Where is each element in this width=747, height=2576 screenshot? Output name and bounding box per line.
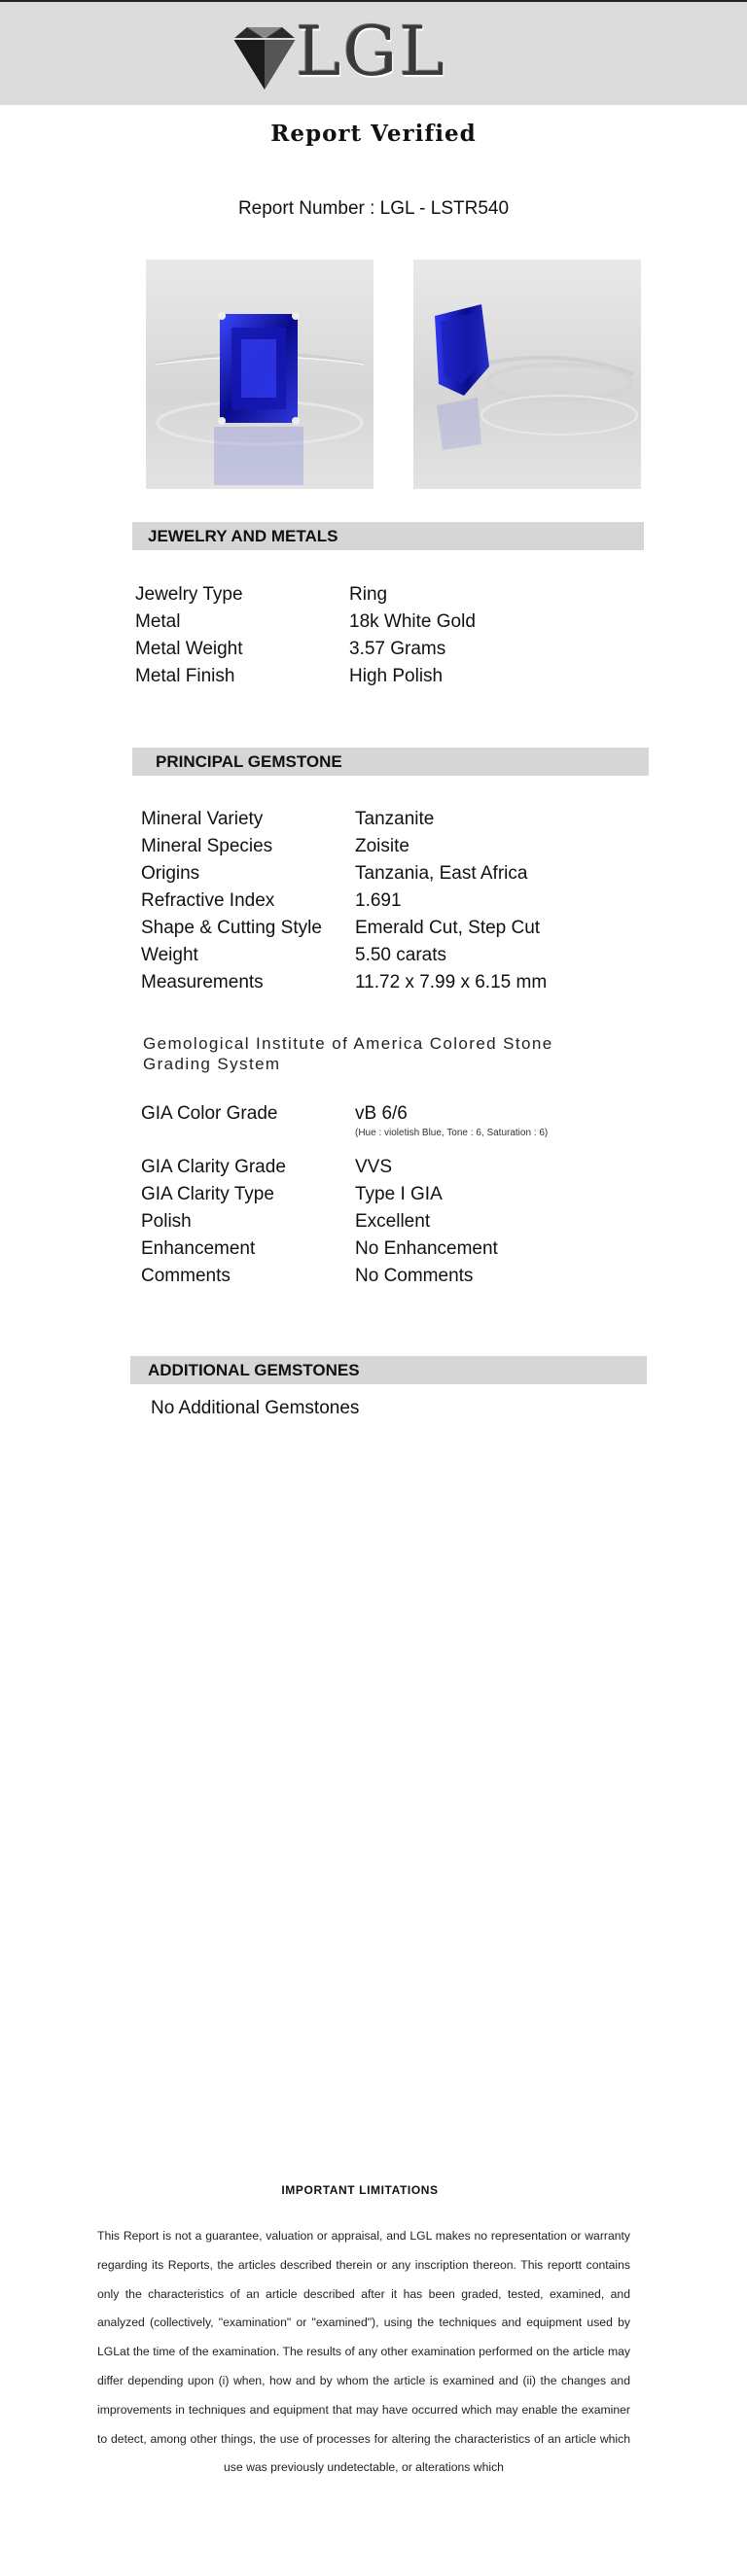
row-label: GIA Clarity Grade bbox=[141, 1157, 286, 1177]
row-label: Polish bbox=[141, 1211, 192, 1232]
row-value: Tanzanite bbox=[355, 809, 435, 829]
header-banner bbox=[0, 0, 747, 105]
row-label: Metal bbox=[135, 611, 181, 632]
row-label: Measurements bbox=[141, 972, 264, 992]
row-value: Excellent bbox=[355, 1211, 431, 1232]
row-label: Jewelry Type bbox=[135, 584, 243, 605]
row-label: Mineral Species bbox=[141, 836, 273, 856]
row-value: 11.72 x 7.99 x 6.15 mm bbox=[355, 972, 548, 992]
row-value: High Polish bbox=[349, 666, 444, 686]
jewelry-metals-heading bbox=[132, 522, 644, 550]
row-value: 5.50 carats bbox=[355, 945, 446, 965]
row-value: VVS bbox=[355, 1157, 393, 1177]
row-label: Comments bbox=[141, 1266, 231, 1286]
row-value: 18k White Gold bbox=[349, 611, 476, 632]
ring-side-photo bbox=[413, 260, 641, 489]
page-title: Report Verified bbox=[270, 121, 477, 147]
row-label: Enhancement bbox=[141, 1238, 256, 1259]
row-value: No Enhancement bbox=[355, 1238, 498, 1259]
row-value: 3.57 Grams bbox=[349, 639, 446, 659]
row-label: Mineral Variety bbox=[141, 809, 264, 829]
row-value: No Comments bbox=[355, 1266, 474, 1286]
row-value: Type I GIA bbox=[355, 1184, 443, 1204]
row-label: Metal Finish bbox=[135, 666, 235, 686]
row-value: Tanzania, East Africa bbox=[355, 863, 528, 884]
row-value: Emerald Cut, Step Cut bbox=[355, 918, 541, 938]
row-label: Shape & Cutting Style bbox=[141, 918, 322, 938]
jewelry-metals-heading-text: JEWELRY AND METALS bbox=[148, 527, 338, 545]
report-number: Report Number : LGL - LSTR540 bbox=[237, 198, 510, 219]
row-value: Zoisite bbox=[355, 836, 409, 856]
row-label: Origins bbox=[141, 863, 200, 884]
diamond-logo-icon bbox=[226, 21, 303, 99]
row-label: Refractive Index bbox=[141, 890, 275, 911]
row-label: Metal Weight bbox=[135, 639, 243, 659]
row-value: vB 6/6 bbox=[355, 1103, 408, 1124]
row-value: 1.691 bbox=[355, 890, 402, 911]
ring-side-image bbox=[413, 260, 641, 489]
lgl-logo[interactable] bbox=[226, 12, 479, 93]
ring-front-image bbox=[146, 260, 374, 489]
row-label: Weight bbox=[141, 945, 198, 965]
gia-system-title: Gemological Institute of America Colored Stone Grading System bbox=[143, 1034, 553, 1073]
row-label: GIA Clarity Type bbox=[141, 1184, 274, 1204]
row-value: Ring bbox=[349, 584, 388, 605]
logo-text: LGL bbox=[296, 12, 446, 91]
row-label: GIA Color Grade bbox=[141, 1103, 278, 1124]
additional-gemstones-heading-text: ADDITIONAL GEMSTONES bbox=[148, 1361, 360, 1379]
color-grade-note: (Hue : violetish Blue, Tone : 6, Saturation : 6) bbox=[355, 1128, 549, 1138]
principal-gemstone-heading bbox=[132, 748, 649, 776]
ring-front-photo bbox=[146, 260, 374, 489]
limitations-text: This Report is not a guarantee, valuation or appraisal, and LGL makes no representation or warranty regarding its Reports, the articles described therein or any inscription thereon. This reportt contains only the characteristics of an article described after it has been graded, tested, examined, and analyzed (collectively, "examination" or "examined"), using the techniques and equipment used by LGLat the time of the examination. The results of any other examination performed on the article may differ depending upon (i) when, how and by whom the article is examined and (ii) the changes and improvements in techniques and equipment that may have occurred which may enable the examiner to detect, among other things, the use of processes for altering the characteristics of an article which use was previously undetectable, or alterations which bbox=[97, 2229, 630, 2475]
principal-gemstone-heading-text: PRINCIPAL GEMSTONE bbox=[156, 752, 342, 771]
additional-gemstones-heading bbox=[130, 1356, 647, 1384]
limitations-heading: IMPORTANT LIMITATIONS bbox=[281, 2183, 439, 2197]
no-additional-gemstones: No Additional Gemstones bbox=[151, 1398, 360, 1418]
